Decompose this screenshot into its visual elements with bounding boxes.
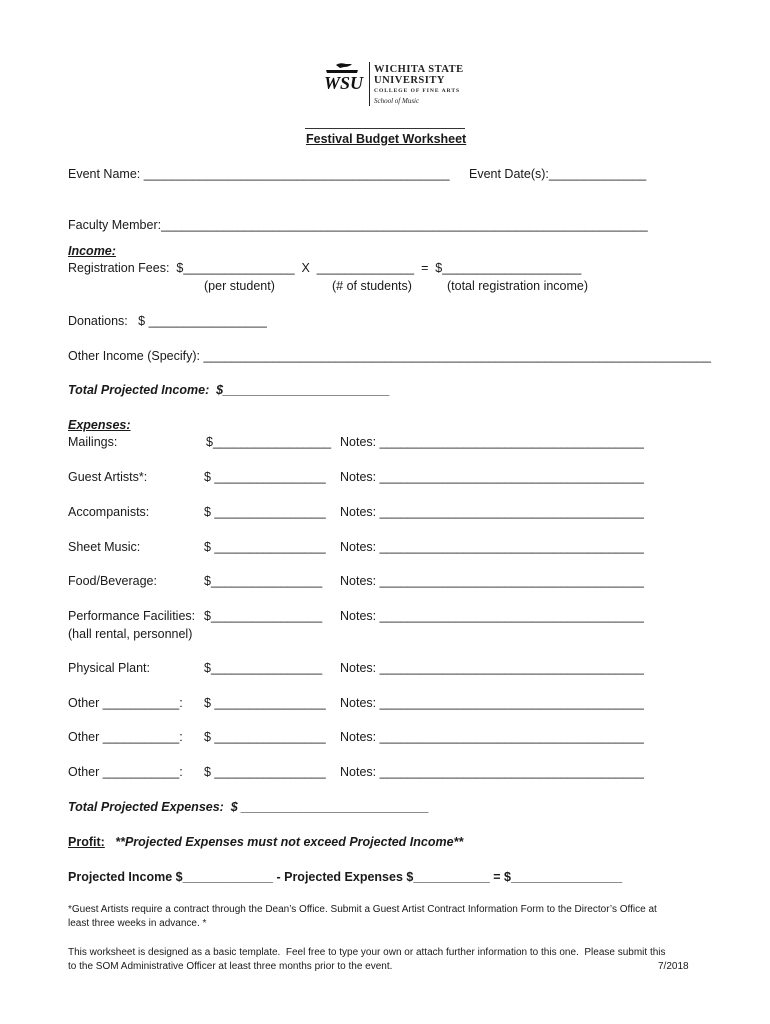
expense-amount-field[interactable]: $_________________	[206, 435, 332, 449]
expense-notes-field[interactable]: Notes: ______________________________________	[340, 470, 644, 484]
expense-notes-field[interactable]: Notes: ______________________________________	[340, 540, 644, 554]
expense-label: Food/Beverage:	[68, 574, 157, 588]
expense-amount-field[interactable]: $________________	[204, 661, 323, 675]
logo-divider	[369, 62, 370, 106]
template-note-line2: to the SOM Administrative Officer at least three months prior to the event.	[68, 961, 393, 972]
profit-label: Profit:	[68, 835, 105, 849]
other-income-field[interactable]: Other Income (Specify): _________________________________________________________________________	[68, 349, 711, 363]
expense-amount-field[interactable]: $ ________________	[204, 505, 326, 519]
profit-line	[68, 835, 463, 849]
logo-school: School of Music	[374, 97, 420, 105]
expense-label: Sheet Music:	[68, 540, 141, 554]
event-dates-field[interactable]: Event Date(s):______________	[469, 167, 647, 181]
faculty-member-field[interactable]: Faculty Member:______________________________________________________________________	[68, 218, 648, 232]
expense-notes-field[interactable]: Notes: ______________________________________	[340, 765, 644, 779]
expense-notes-field[interactable]: Notes: ______________________________________	[340, 696, 644, 710]
expense-amount-field[interactable]: $ ________________	[204, 470, 326, 484]
expense-amount-field[interactable]: $ ________________	[204, 696, 326, 710]
expense-label: Physical Plant:	[68, 661, 150, 675]
income-heading: Income:	[68, 244, 116, 258]
logo-line2: UNIVERSITY	[374, 75, 445, 86]
expense-notes-field[interactable]: Notes: ______________________________________	[340, 574, 644, 588]
total-projected-income-field[interactable]: Total Projected Income: $________________________	[68, 383, 390, 397]
expense-amount-field[interactable]: $________________	[204, 574, 323, 588]
expense-label: Other ___________:	[68, 730, 183, 744]
expense-label: Mailings:	[68, 435, 118, 449]
profit-formula-field[interactable]: Projected Income $_____________ - Projected Expenses $___________ = $________________	[68, 870, 623, 884]
total-projected-expenses-field[interactable]: Total Projected Expenses: $ ___________________________	[68, 800, 429, 814]
title-rule	[305, 128, 465, 129]
wsu-shocker-logo-icon	[322, 62, 366, 92]
donations-field[interactable]: Donations: $ _________________	[68, 314, 267, 328]
expense-amount-field[interactable]: $________________	[204, 609, 323, 623]
expense-label: Guest Artists*:	[68, 470, 148, 484]
expense-label: Performance Facilities:	[68, 609, 196, 623]
logo-line1: WICHITA STATE	[374, 64, 464, 75]
expense-label: Other ___________:	[68, 696, 183, 710]
registration-fees-field[interactable]: Registration Fees: $________________ X ______________ = $____________________	[68, 261, 582, 275]
expense-label: Accompanists:	[68, 505, 150, 519]
guest-artist-note-line2: least three weeks in advance. *	[68, 918, 207, 929]
expenses-heading: Expenses:	[68, 418, 131, 432]
profit-note: **Projected Expenses must not exceed Projected Income**	[104, 835, 464, 849]
event-name-field[interactable]: Event Name: ____________________________________________	[68, 167, 450, 181]
total-registration-caption: (total registration income)	[447, 279, 589, 293]
expense-notes-field[interactable]: Notes: ______________________________________	[340, 730, 644, 744]
expense-notes-field[interactable]: Notes: ______________________________________	[340, 661, 644, 675]
guest-artist-note-line1: *Guest Artists require a contract through the Dean’s Office. Submit a Guest Artist Contract Information Form to the Director’s Office at	[68, 904, 657, 915]
expense-amount-field[interactable]: $ ________________	[204, 730, 326, 744]
expense-amount-field[interactable]: $ ________________	[204, 765, 326, 779]
revision-date: 7/2018	[658, 961, 689, 972]
expense-label: Other ___________:	[68, 765, 183, 779]
expense-notes-field[interactable]: Notes: ______________________________________	[340, 435, 644, 449]
expense-amount-field[interactable]: $ ________________	[204, 540, 326, 554]
expense-notes-field[interactable]: Notes: ______________________________________	[340, 609, 644, 623]
facilities-subcaption: (hall rental, personnel)	[68, 627, 193, 641]
per-student-caption: (per student)	[204, 279, 275, 293]
template-note-line1: This worksheet is designed as a basic template. Feel free to type your own or attach further information to this one. Please submit this	[68, 947, 666, 958]
num-students-caption: (# of students)	[332, 279, 412, 293]
expense-notes-field[interactable]: Notes: ______________________________________	[340, 505, 644, 519]
page-title: Festival Budget Worksheet	[306, 132, 467, 146]
logo-mark-text: WSU	[324, 73, 364, 92]
logo-college: COLLEGE OF FINE ARTS	[374, 88, 461, 94]
